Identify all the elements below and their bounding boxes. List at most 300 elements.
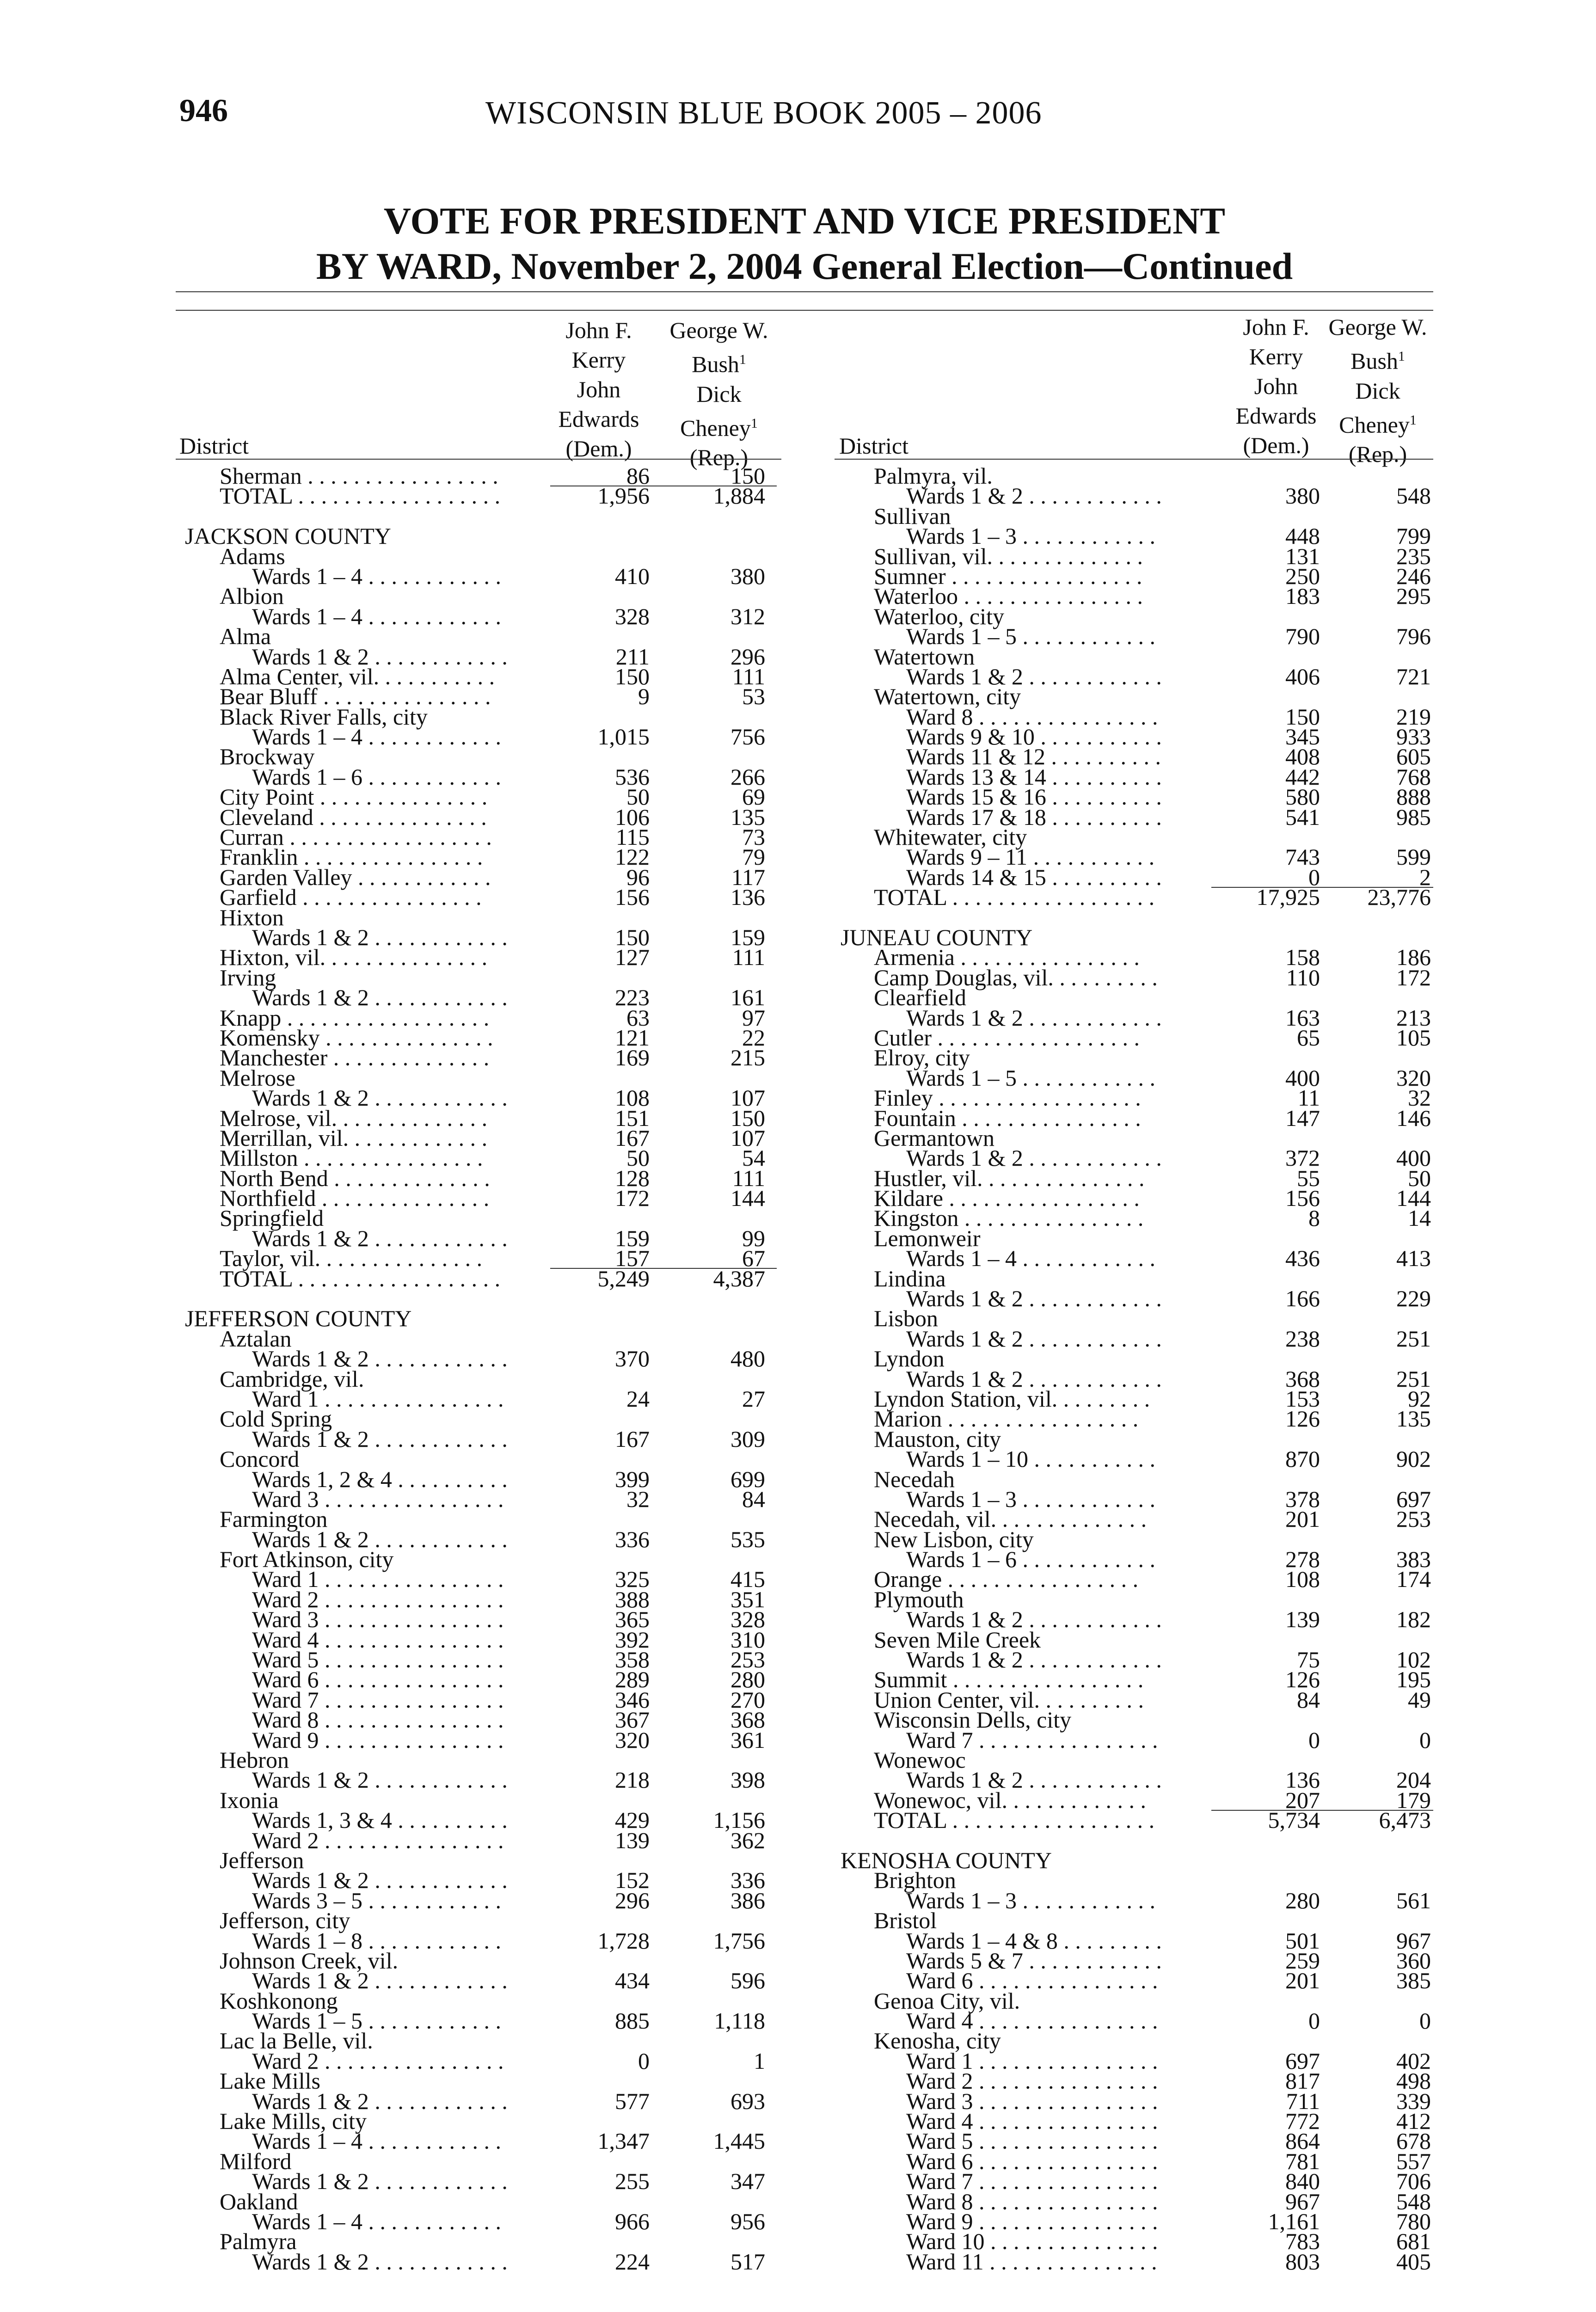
- district-label: Wards 1 & 2 . . . . . . . . . . . .: [906, 1767, 1162, 1793]
- footnote-mark: 1: [1409, 412, 1417, 428]
- dem-votes: 790: [1285, 623, 1320, 650]
- dem-votes: 8: [1308, 1205, 1320, 1231]
- district-label: Wards 1 & 2 . . . . . . . . . . . .: [252, 1426, 508, 1452]
- district-label: Wards 1 & 2 . . . . . . . . . . . .: [252, 2168, 508, 2195]
- district-label: Melrose: [220, 1064, 295, 1091]
- table-row: [0, 2068, 1433, 2094]
- district-label: Germantown: [874, 1125, 995, 1151]
- district-label: Ward 8 . . . . . . . . . . . . . . . .: [906, 2188, 1158, 2214]
- dem-votes: 400: [1285, 1064, 1320, 1091]
- rep-votes: 266: [730, 763, 765, 790]
- title-rule-top: [176, 291, 1433, 292]
- table-row: [0, 1045, 1433, 1071]
- table-row: [0, 1466, 1433, 1492]
- district-label: Wards 1 – 6 . . . . . . . . . . . .: [252, 763, 501, 790]
- table-row: [0, 1987, 1433, 2014]
- district-label: Wards 1 & 2 . . . . . . . . . . . .: [252, 1225, 508, 1251]
- rep-votes: 412: [1396, 2108, 1431, 2134]
- district-label: Wards 1 – 5 . . . . . . . . . . . .: [906, 623, 1155, 650]
- table-row: [0, 1526, 1433, 1552]
- table-row: [0, 844, 1433, 870]
- district-label: Elroy, city: [874, 1045, 970, 1071]
- left-header-rule: [176, 459, 781, 460]
- rep-votes: 312: [730, 603, 765, 629]
- table-row: [0, 1707, 1433, 1733]
- rep-votes: 535: [730, 1526, 765, 1552]
- district-label: Millston . . . . . . . . . . . . . . . .: [220, 1145, 483, 1171]
- rep-votes: 92: [1408, 1385, 1431, 1412]
- table-row: [0, 1085, 1433, 1111]
- rep-votes: 360: [1396, 1947, 1431, 1974]
- district-label: KENOSHA COUNTY: [841, 1847, 1052, 1873]
- dem-votes: 167: [615, 1426, 650, 1452]
- district-label: Wards 1 – 4 . . . . . . . . . . . .: [252, 563, 501, 589]
- dem-header-line: (Dem.): [1243, 432, 1309, 458]
- footnote-mark: 1: [1398, 349, 1405, 364]
- dem-votes: 11: [1297, 1085, 1320, 1111]
- table-row: [0, 1747, 1433, 1773]
- rep-votes: 1,156: [713, 1807, 765, 1833]
- rep-votes: 144: [730, 1185, 765, 1211]
- district-label: Wards 1 – 10 . . . . . . . . . . .: [906, 1446, 1155, 1472]
- district-label: Ward 7 . . . . . . . . . . . . . . . .: [252, 1686, 504, 1713]
- district-label: Wards 1 & 2 . . . . . . . . . . . .: [906, 1365, 1162, 1392]
- district-label: Lemonweir: [874, 1225, 981, 1251]
- table-row: [0, 1365, 1433, 1392]
- district-label: Watertown: [874, 643, 975, 670]
- rep-votes: 405: [1396, 2248, 1431, 2275]
- dem-votes: 370: [615, 1346, 650, 1372]
- table-row: [0, 2028, 1433, 2054]
- rep-votes: 174: [1396, 1566, 1431, 1593]
- district-label: JEFFERSON COUNTY: [185, 1305, 412, 1332]
- table-row: [0, 1666, 1433, 1693]
- district-label: Wonewoc, vil. . . . . . . . . . . . .: [874, 1787, 1146, 1813]
- district-label: Wards 9 – 11 . . . . . . . . . . .: [906, 844, 1155, 870]
- dem-votes: 5,249: [597, 1265, 650, 1291]
- rep-votes: 251: [1396, 1365, 1431, 1392]
- rep-votes: 111: [732, 1165, 765, 1191]
- rep-votes: 219: [1396, 703, 1431, 730]
- table-row: [0, 1686, 1433, 1713]
- rep-votes: 351: [730, 1586, 765, 1612]
- table-row: [0, 864, 1433, 890]
- right-header-rep: [1318, 312, 1438, 469]
- dem-votes: 711: [1286, 2088, 1320, 2114]
- district-label: Ward 1 . . . . . . . . . . . . . . . .: [906, 2048, 1158, 2074]
- district-label: Ward 8 . . . . . . . . . . . . . . . .: [252, 1707, 504, 1733]
- dem-votes: 367: [615, 1707, 650, 1733]
- dem-votes: 96: [626, 864, 650, 890]
- rep-votes: 136: [730, 884, 765, 910]
- dem-votes: 296: [615, 1887, 650, 1913]
- dem-votes: 743: [1285, 844, 1320, 870]
- district-label: Albion: [220, 583, 284, 609]
- district-label: Ward 3 . . . . . . . . . . . . . . . .: [906, 2088, 1158, 2114]
- rep-votes: 780: [1396, 2208, 1431, 2234]
- dem-votes: 448: [1285, 523, 1320, 549]
- table-row: [0, 2148, 1433, 2174]
- dem-votes: 86: [626, 463, 650, 489]
- dem-votes: 1,015: [597, 724, 650, 750]
- table-row: [0, 1165, 1433, 1191]
- rep-votes: 107: [730, 1125, 765, 1151]
- table-row: [0, 623, 1433, 650]
- rep-votes: 385: [1396, 1968, 1431, 1994]
- district-label: Ward 9 . . . . . . . . . . . . . . . .: [252, 1727, 504, 1753]
- dem-votes: 121: [615, 1024, 650, 1051]
- table-row: [0, 2108, 1433, 2134]
- district-label: Aztalan: [220, 1325, 292, 1352]
- dem-votes: 781: [1285, 2148, 1320, 2174]
- district-label: Wards 1 & 2 . . . . . . . . . . . .: [906, 1145, 1162, 1171]
- table-row: [0, 1787, 1433, 1813]
- district-label: Bristol: [874, 1907, 937, 1934]
- dem-votes: 434: [615, 1968, 650, 1994]
- district-label: Wards 1 & 2 . . . . . . . . . . . .: [906, 1004, 1162, 1031]
- rep-votes: 253: [730, 1647, 765, 1673]
- dem-votes: 442: [1285, 763, 1320, 790]
- district-label: Garfield . . . . . . . . . . . . . . . .: [220, 884, 482, 910]
- dem-votes: 870: [1285, 1446, 1320, 1472]
- dem-votes: 63: [626, 1004, 650, 1031]
- rep-votes: 336: [730, 1867, 765, 1894]
- table-row: [0, 744, 1433, 770]
- dem-votes: 399: [615, 1466, 650, 1492]
- dem-votes: 346: [615, 1686, 650, 1713]
- dem-votes: 864: [1285, 2128, 1320, 2154]
- table-row: [0, 1947, 1433, 1974]
- rep-votes: 548: [1396, 483, 1431, 509]
- running-head: WISCONSIN BLUE BOOK 2005 – 2006: [485, 95, 1042, 131]
- district-label: TOTAL . . . . . . . . . . . . . . . . . .: [874, 1807, 1155, 1833]
- right-header-district: District: [839, 433, 908, 459]
- table-row: [0, 1305, 1433, 1332]
- rep-votes: 386: [730, 1887, 765, 1913]
- dem-votes: 5,734: [1268, 1807, 1320, 1833]
- dem-votes: 336: [615, 1526, 650, 1552]
- table-row: [0, 1827, 1433, 1853]
- district-label: Wards 1 & 2 . . . . . . . . . . . .: [252, 1968, 508, 1994]
- dem-votes: 139: [1285, 1606, 1320, 1633]
- rep-votes: 150: [730, 463, 765, 489]
- rep-votes: 1,756: [713, 1927, 765, 1954]
- rep-votes: 296: [730, 643, 765, 670]
- dem-votes: 65: [1297, 1024, 1320, 1051]
- district-label: Milford: [220, 2148, 292, 2174]
- rep-votes: 79: [742, 844, 765, 870]
- table-row: [0, 2208, 1433, 2234]
- rep-votes: 213: [1396, 1004, 1431, 1031]
- rep-votes: 99: [742, 1225, 765, 1251]
- dem-header-line: (Dem.): [565, 436, 632, 461]
- dem-votes: 328: [615, 603, 650, 629]
- rep-votes: 380: [730, 563, 765, 589]
- dem-votes: 218: [615, 1767, 650, 1793]
- dem-votes: 536: [615, 763, 650, 790]
- rep-votes: 280: [730, 1666, 765, 1693]
- table-row: [0, 1004, 1433, 1031]
- rep-votes: 557: [1396, 2148, 1431, 2174]
- table-row: [0, 964, 1433, 990]
- dem-votes: 150: [615, 663, 650, 689]
- table-row: [0, 503, 1433, 529]
- dem-votes: 211: [615, 643, 650, 670]
- district-label: Kingston . . . . . . . . . . . . . . . .: [874, 1205, 1144, 1231]
- district-label: Wards 1 – 4 . . . . . . . . . . . .: [252, 2128, 501, 2154]
- rep-votes: 368: [730, 1707, 765, 1733]
- table-row: [0, 1205, 1433, 1231]
- table-row: [0, 603, 1433, 629]
- district-label: Wards 1 & 2 . . . . . . . . . . . .: [252, 643, 508, 670]
- district-label: Lyndon: [874, 1346, 945, 1372]
- right-header-rule: [835, 459, 1433, 460]
- district-label: Palmyra: [220, 2228, 297, 2255]
- dem-votes: 224: [615, 2248, 650, 2275]
- dem-votes: 697: [1285, 2048, 1320, 2074]
- rep-votes: 111: [732, 944, 765, 971]
- district-label: Wards 13 & 14 . . . . . . . . . .: [906, 763, 1162, 790]
- dem-votes: 136: [1285, 1767, 1320, 1793]
- dem-votes: 966: [615, 2208, 650, 2234]
- table-title-line-1: VOTE FOR PRESIDENT AND VICE PRESIDENT: [383, 200, 1226, 242]
- table-row: [0, 643, 1433, 670]
- district-label: Alma: [220, 623, 271, 650]
- district-label: Ward 6 . . . . . . . . . . . . . . . .: [252, 1666, 504, 1693]
- district-label: Ward 1 . . . . . . . . . . . . . . . .: [252, 1566, 504, 1593]
- rep-votes: 756: [730, 724, 765, 750]
- rep-header-line: (Rep.): [689, 444, 749, 471]
- rep-votes: 27: [742, 1385, 765, 1412]
- district-label: Melrose, vil. . . . . . . . . . . . . .: [220, 1105, 488, 1131]
- district-label: Ward 7 . . . . . . . . . . . . . . . .: [906, 2168, 1158, 2195]
- table-row: [0, 1907, 1433, 1934]
- table-row: [0, 1185, 1433, 1211]
- district-label: Wards 1 & 2 . . . . . . . . . . . .: [252, 2248, 508, 2275]
- dem-votes: 436: [1285, 1245, 1320, 1272]
- rep-votes: 23,776: [1367, 884, 1431, 910]
- district-label: Waterloo, city: [874, 603, 1004, 629]
- district-label: Marion . . . . . . . . . . . . . . . . .: [874, 1406, 1139, 1432]
- rep-header-line: Dick: [1355, 377, 1400, 404]
- dem-votes: 0: [1308, 1727, 1320, 1753]
- rep-votes: 361: [730, 1727, 765, 1753]
- rep-votes: 402: [1396, 2048, 1431, 2074]
- district-label: Wards 11 & 12 . . . . . . . . . .: [906, 744, 1161, 770]
- district-label: Wards 1 & 2 . . . . . . . . . . . .: [906, 1647, 1162, 1673]
- rep-votes: 561: [1396, 1887, 1431, 1913]
- table-row: [0, 924, 1433, 950]
- table-row: [0, 784, 1433, 810]
- table-row: [0, 523, 1433, 549]
- rep-header-line: Cheney$^1$: [1339, 412, 1417, 438]
- table-row: [0, 1968, 1433, 1994]
- district-label: JUNEAU COUNTY: [841, 924, 1033, 950]
- right-header-dem: [1221, 312, 1332, 460]
- table-row: [0, 1105, 1433, 1131]
- rep-votes: 179: [1396, 1787, 1431, 1813]
- dem-votes: 289: [615, 1666, 650, 1693]
- dem-votes: 345: [1285, 724, 1320, 750]
- rep-votes: 902: [1396, 1446, 1431, 1472]
- district-label: Merrillan, vil. . . . . . . . . . . . .: [220, 1125, 488, 1151]
- rep-votes: 398: [730, 1767, 765, 1793]
- district-label: Springfield: [220, 1205, 324, 1231]
- dem-votes: 50: [626, 784, 650, 810]
- district-label: Kenosha, city: [874, 2028, 1001, 2054]
- table-row: [0, 824, 1433, 850]
- dem-votes: 772: [1285, 2108, 1320, 2134]
- dem-votes: 108: [615, 1085, 650, 1111]
- dem-votes: 126: [1285, 1666, 1320, 1693]
- district-label: Garden Valley . . . . . . . . . . . .: [220, 864, 491, 890]
- rep-votes: 693: [730, 2088, 765, 2114]
- district-label: Johnson Creek, vil.: [220, 1947, 399, 1974]
- table-row: [0, 2168, 1433, 2195]
- dem-votes: 783: [1285, 2228, 1320, 2255]
- district-label: Wards 1 – 3 . . . . . . . . . . . .: [906, 1887, 1155, 1913]
- dem-votes: 55: [1297, 1165, 1320, 1191]
- dem-votes: 250: [1285, 563, 1320, 589]
- district-label: Wards 5 & 7 . . . . . . . . . . . .: [906, 1947, 1162, 1974]
- right-rows: [0, 463, 1433, 2275]
- table-row: [0, 1486, 1433, 1512]
- district-label: Wards 17 & 18 . . . . . . . . . .: [906, 804, 1162, 830]
- dem-votes: 127: [615, 944, 650, 971]
- dem-header-line: John: [1254, 373, 1298, 399]
- table-row: [0, 563, 1433, 589]
- dem-votes: 1,956: [597, 483, 650, 509]
- left-header-rep: [659, 315, 779, 472]
- dem-votes: 541: [1285, 804, 1320, 830]
- district-label: Armenia . . . . . . . . . . . . . . . .: [874, 944, 1140, 971]
- dem-votes: 207: [1285, 1787, 1320, 1813]
- district-label: Necedah, vil. . . . . . . . . . . . . .: [874, 1506, 1147, 1532]
- rep-votes: 14: [1408, 1205, 1431, 1231]
- dem-votes: 156: [615, 884, 650, 910]
- district-label: Concord: [220, 1446, 300, 1472]
- table-row: [0, 483, 1433, 509]
- rep-votes: 681: [1396, 2228, 1431, 2255]
- district-label: Oakland: [220, 2188, 298, 2214]
- district-label: Cutler . . . . . . . . . . . . . . . . . .: [874, 1024, 1140, 1051]
- rep-votes: 498: [1396, 2068, 1431, 2094]
- dem-votes: 115: [615, 824, 650, 850]
- district-label: Wards 1 – 4 . . . . . . . . . . . .: [906, 1245, 1155, 1272]
- district-label: Genoa City, vil.: [874, 1987, 1020, 2014]
- rep-votes: 84: [742, 1486, 765, 1512]
- table-row: [0, 663, 1433, 689]
- dem-votes: 1,728: [597, 1927, 650, 1954]
- district-label: Palmyra, vil.: [874, 463, 993, 489]
- dem-votes: 0: [638, 2048, 650, 2074]
- dem-header-line: John F.: [565, 317, 632, 343]
- dem-votes: 167: [615, 1125, 650, 1151]
- rep-votes: 599: [1396, 844, 1431, 870]
- dem-votes: 153: [1285, 1385, 1320, 1412]
- rep-votes: 796: [1396, 623, 1431, 650]
- table-row: [0, 2188, 1433, 2214]
- table-row: [0, 703, 1433, 730]
- footnote-mark: 1: [750, 415, 758, 431]
- district-label: Wards 1 & 2 . . . . . . . . . . . .: [252, 1346, 508, 1372]
- district-label: Hebron: [220, 1747, 289, 1773]
- dem-votes: 166: [1285, 1285, 1320, 1312]
- table-row: [0, 1285, 1433, 1312]
- dem-votes: 817: [1285, 2068, 1320, 2094]
- dem-votes: 358: [615, 1647, 650, 1673]
- dem-votes: 378: [1285, 1486, 1320, 1512]
- dem-votes: 1,347: [597, 2128, 650, 2154]
- dem-votes: 201: [1285, 1968, 1320, 1994]
- table-row: [0, 724, 1433, 750]
- table-row: [0, 1446, 1433, 1472]
- table-row: [0, 884, 1433, 910]
- district-label: Wards 1, 3 & 4 . . . . . . . . . .: [252, 1807, 508, 1833]
- table-row: [0, 1847, 1433, 1873]
- table-row: [0, 683, 1433, 710]
- rep-votes: 415: [730, 1566, 765, 1593]
- district-label: Plymouth: [874, 1586, 964, 1612]
- rep-votes: 107: [730, 1085, 765, 1111]
- district-label: Wards 1 & 2 . . . . . . . . . . . .: [906, 1606, 1162, 1633]
- district-label: Ward 4 . . . . . . . . . . . . . . . .: [906, 2008, 1158, 2034]
- rep-header-line: George W.: [669, 317, 768, 343]
- rep-header-line: Bush$^1$: [1350, 348, 1405, 374]
- table-row: [0, 804, 1433, 830]
- table-row: [0, 2008, 1433, 2034]
- rep-votes: 251: [1396, 1325, 1431, 1352]
- rep-votes: 117: [731, 864, 765, 890]
- rep-votes: 320: [1396, 1064, 1431, 1091]
- title-rule-bottom: [176, 310, 1433, 311]
- rep-votes: 383: [1396, 1546, 1431, 1573]
- district-label: Wards 1 – 4 . . . . . . . . . . . .: [252, 2208, 501, 2234]
- district-label: Kildare . . . . . . . . . . . . . . . . .: [874, 1185, 1140, 1211]
- rep-votes: 967: [1396, 1927, 1431, 1954]
- district-label: Sherman . . . . . . . . . . . . . . . . .: [220, 463, 498, 489]
- district-label: Sullivan: [874, 503, 951, 529]
- district-label: Wards 14 & 15 . . . . . . . . . .: [906, 864, 1162, 890]
- dem-votes: 325: [615, 1566, 650, 1593]
- district-label: Wards 1 & 2 . . . . . . . . . . . .: [906, 483, 1162, 509]
- dem-votes: 147: [1285, 1105, 1320, 1131]
- district-label: Manchester . . . . . . . . . . . . . .: [220, 1045, 490, 1071]
- dem-votes: 885: [615, 2008, 650, 2034]
- dem-votes: 501: [1285, 1927, 1320, 1954]
- rep-votes: 195: [1396, 1666, 1431, 1693]
- district-label: Koshkonong: [220, 1987, 338, 2014]
- district-label: Komensky . . . . . . . . . . . . . . .: [220, 1024, 493, 1051]
- table-row: [0, 1406, 1433, 1432]
- rep-header-line: Bush$^1$: [692, 351, 746, 377]
- district-label: Wards 1 – 6 . . . . . . . . . . . .: [906, 1546, 1155, 1573]
- table-row: [0, 1265, 1433, 1291]
- district-label: Ward 6 . . . . . . . . . . . . . . . .: [906, 2148, 1158, 2174]
- dem-votes: 159: [615, 1225, 650, 1251]
- district-label: Wisconsin Dells, city: [874, 1707, 1072, 1733]
- dem-votes: 388: [615, 1586, 650, 1612]
- district-label: Wards 3 – 5 . . . . . . . . . . . .: [252, 1887, 501, 1913]
- table-row: [0, 1325, 1433, 1352]
- table-row: [0, 1807, 1433, 1833]
- dem-votes: 365: [615, 1606, 650, 1633]
- district-label: Union Center, vil. . . . . . . . . .: [874, 1686, 1144, 1713]
- rep-votes: 49: [1408, 1686, 1431, 1713]
- dem-votes: 320: [615, 1727, 650, 1753]
- district-label: Lindina: [874, 1265, 946, 1291]
- dem-votes: 128: [615, 1165, 650, 1191]
